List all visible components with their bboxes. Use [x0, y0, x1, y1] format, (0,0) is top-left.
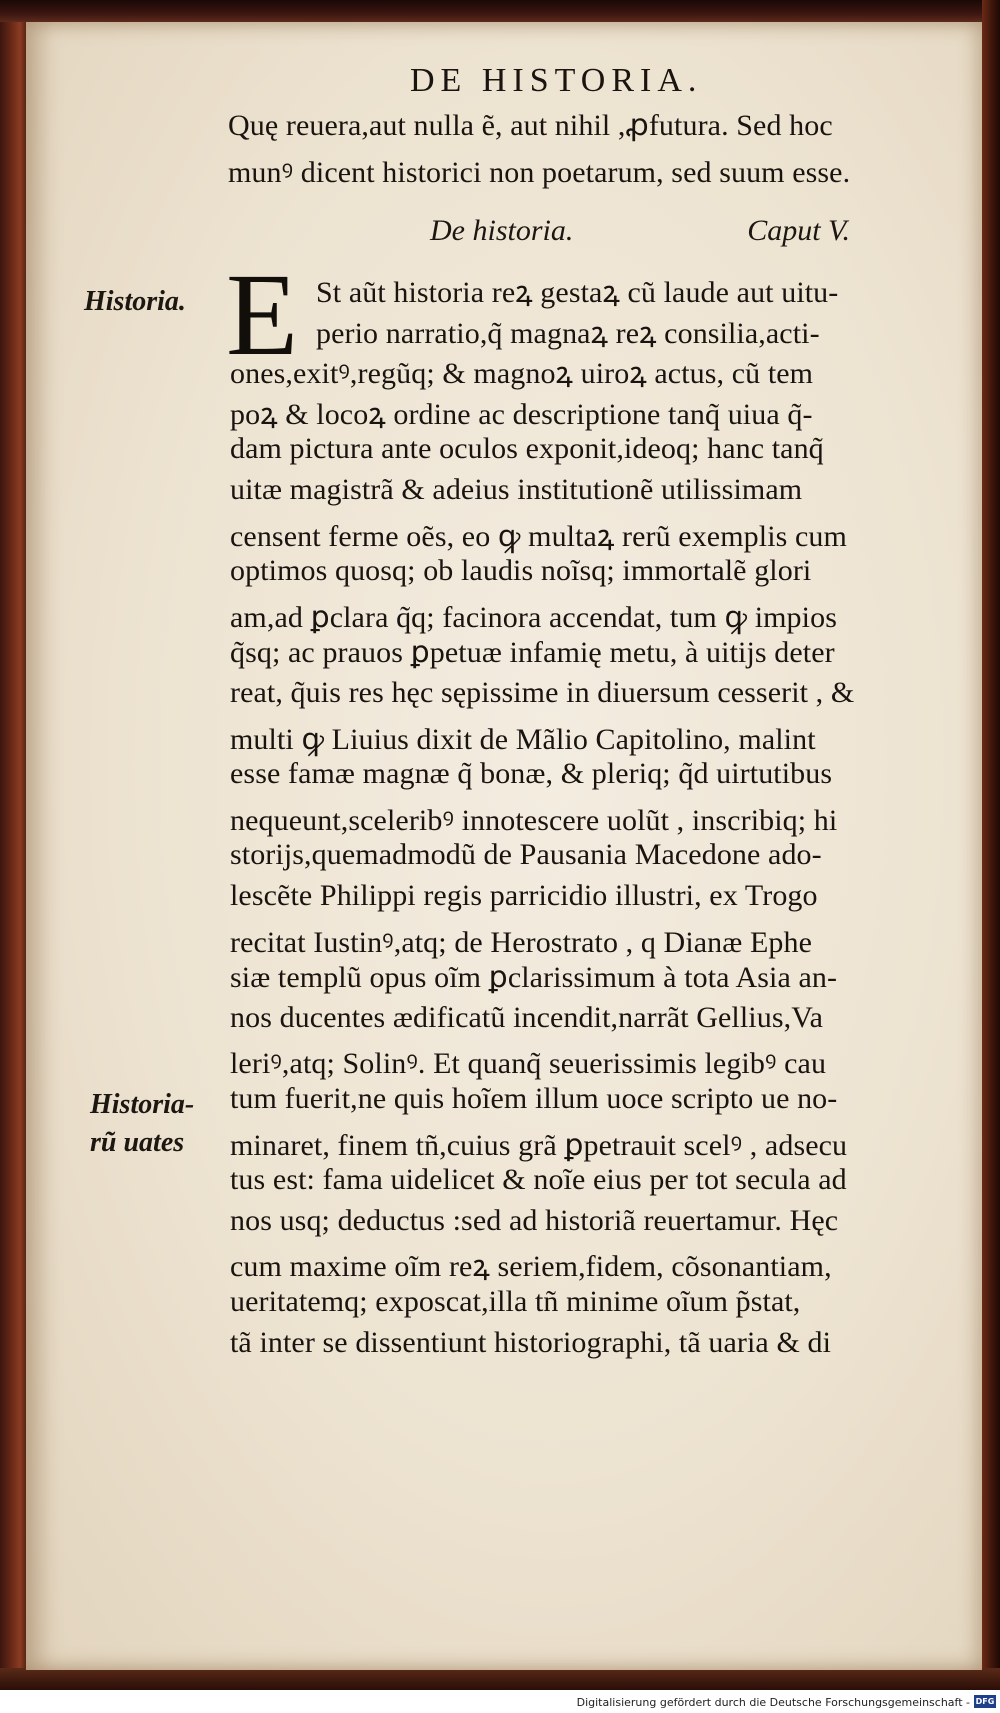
margin-note-line: Historia- — [90, 1089, 195, 1120]
text-line: uitæ magistrã & adeius institutionẽ utilissimam — [230, 473, 803, 506]
text-line: nos ducentes ædificatũ incendit,narrãt Gellius,Va — [230, 1000, 824, 1034]
text-line: minaret, finem tñ,cuius grã ꝑpetrauit scelꝰ , adsecu — [230, 1128, 848, 1162]
text-line: perio narratio,q̃ magnaꝝ reꝝ consilia,acti- — [316, 316, 820, 350]
text-line: q̃sq; ac prauos ꝑpetuæ infamię metu, à uitijs deter — [230, 636, 835, 670]
footer-credit: Digitalisierung gefördert durch die Deutsche Forschungsgemeinschaft - — [576, 1696, 970, 1709]
book-top-edge — [0, 0, 1000, 22]
book-bottom-edge — [0, 1668, 1000, 1690]
text-line: reat, q̃uis res hęc sępissime in diuersum cesserit , & — [230, 676, 855, 709]
text-line: optimos quosq; ob laudis noĩsq; immortalẽ glori — [230, 554, 812, 588]
drop-cap: E — [226, 249, 299, 380]
text-line: Quę reuera,aut nulla ẽ, aut nihil ,ꝓfutura. Sed hoc — [228, 109, 833, 142]
text-line: storijs,quemadmodũ de Pausania Macedone ado- — [230, 838, 822, 872]
text-line: tus est: fama uidelicet & noĩe eius per tot secula ad — [230, 1163, 847, 1197]
text-line: recitat Iustinꝰ,atq; de Herostrato , q Dianæ Ephe — [230, 925, 813, 959]
text-line: tã inter se dissentiunt historiographi, tã uaria & di — [230, 1325, 832, 1359]
text-line: dam pictura ante oculos exponit,ideoq; hanc tanq̃ — [230, 432, 824, 466]
text-line: cum maxime oĩm reꝝ seriem,fidem, cõsonantiam, — [230, 1250, 832, 1284]
text-line: munꝰ dicent historici non poetarum, sed suum esse. — [228, 156, 851, 189]
dfg-logo: DFG — [975, 1697, 995, 1706]
text-line: nos usq; deductus :sed ad historiã reuertamur. Hęc — [230, 1203, 839, 1237]
chapter-heading — [430, 214, 910, 248]
text-line: St aũt historia reꝝ gestaꝝ cũ laude aut uitu- — [316, 276, 839, 309]
text-line: tum fuerit,ne quis hoĩem illum uoce scripto ue no- — [230, 1082, 838, 1115]
running-head: DE HISTORIA. — [410, 62, 703, 99]
text-line: multi ꝙ Liuius dixit de Mãlio Capitolino, malint — [230, 722, 816, 756]
text-line: censent ferme oẽs, eo ꝙ multaꝝ rerũ exemplis cum — [230, 519, 847, 553]
text-line: lescẽte Philippi regis parricidio illustri, ex Trogo — [230, 879, 818, 912]
text-line: nequeunt,sceleribꝰ innotescere uolũt , inscribiq; hi — [230, 803, 838, 837]
margin-note-historiarum — [90, 1086, 194, 1162]
text-line: ueritatemq; exposcat,illa tñ minime oĩum p̃stat, — [230, 1285, 801, 1318]
text-line: esse famæ magnæ q̃ bonæ, & pleriq; q̃d uirtutibus — [230, 757, 833, 791]
text-line: poꝝ & locoꝝ ordine ac descriptione tanq̃ uiua q̃- — [230, 397, 813, 431]
text-line: am,ad ꝑclara q̃q; facinora accendat, tum ꝙ impios — [230, 600, 837, 634]
book-right-edge — [982, 0, 1000, 1690]
chapter-number: Caput V. — [747, 214, 850, 247]
text-line: leriꝰ,atq; Solinꝰ. Et quanq̃ seuerissimis legibꝰ cau — [230, 1047, 827, 1081]
text-line: ones,exitꝰ,regũq; & magnoꝝ uiroꝝ actus, cũ tem — [230, 357, 814, 391]
text-line: siæ templũ opus oĩm ꝑclarissimum à tota Asia an- — [230, 961, 838, 995]
margin-note-line: Historia. — [84, 286, 186, 317]
chapter-title: De historia. — [430, 214, 574, 247]
margin-note-line: rũ uates — [90, 1127, 185, 1158]
margin-note-historia — [84, 286, 186, 318]
